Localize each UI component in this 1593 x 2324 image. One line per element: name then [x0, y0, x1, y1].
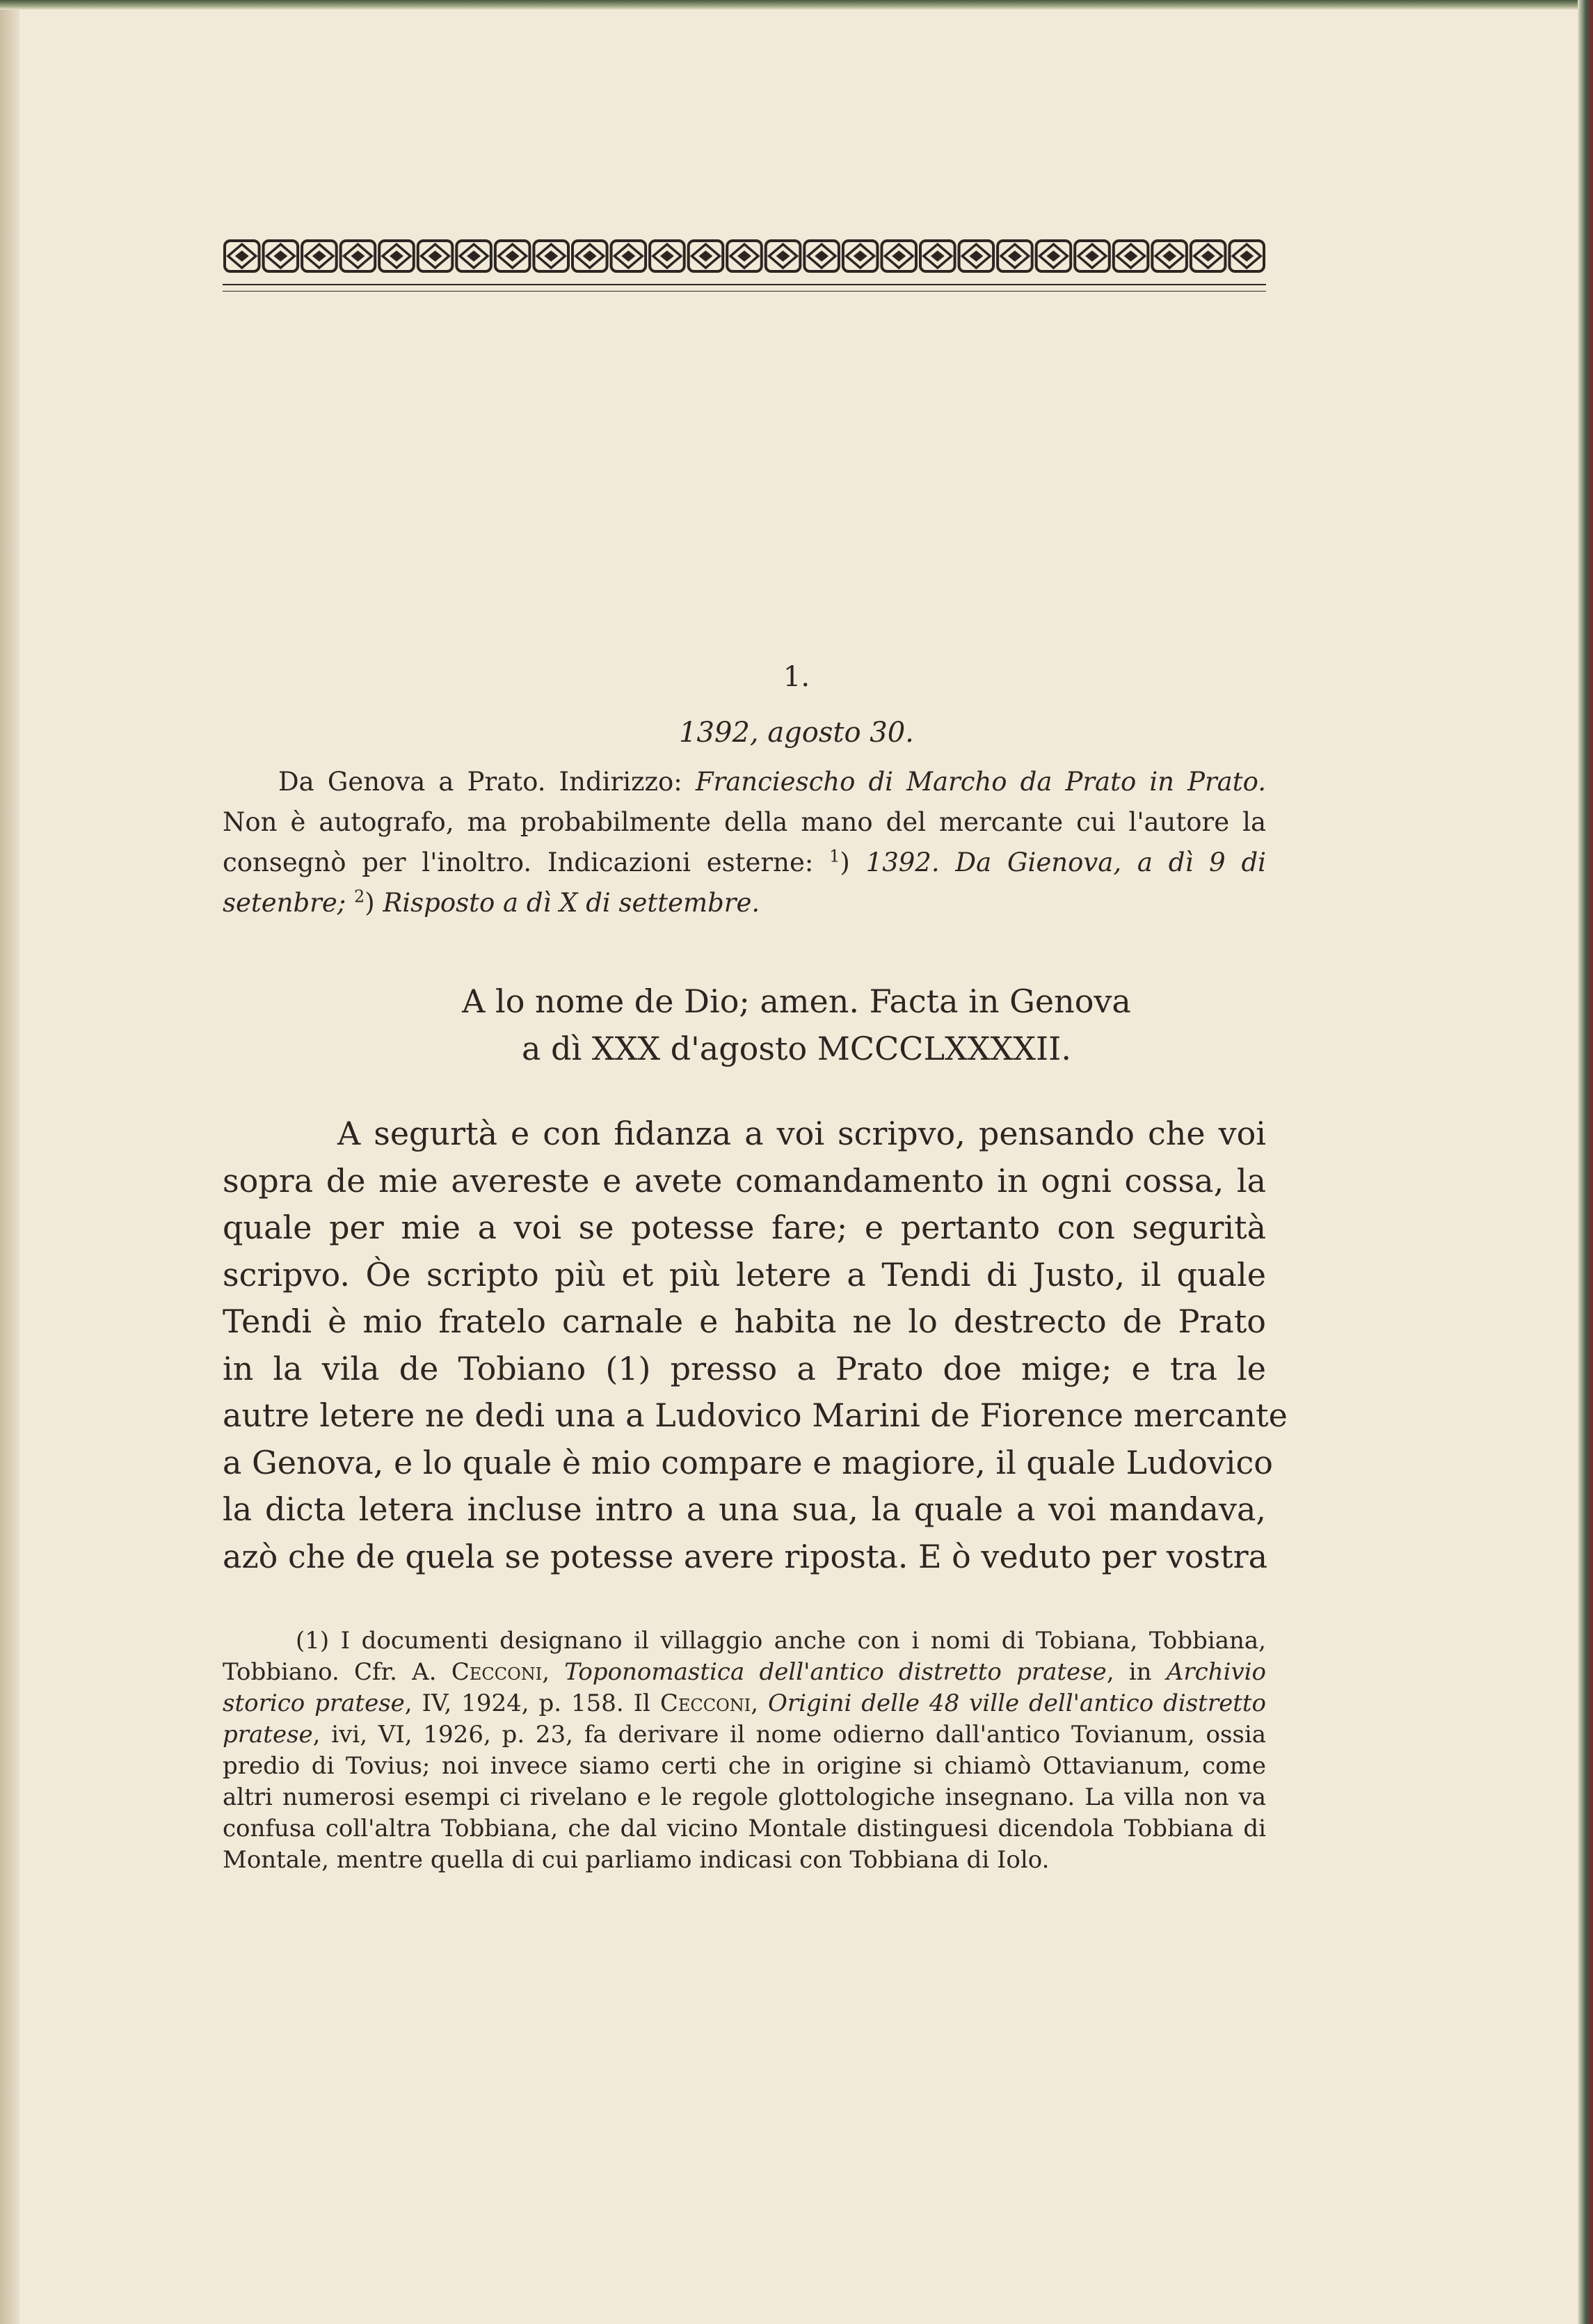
- body-line: la dicta letera incluse intro a una sua, la quale a voi mandava,: [223, 1490, 1266, 1528]
- ornament-tile: [998, 241, 1032, 271]
- body-line: autre letere ne dedi una a Ludovico Marini de Fiorence mercante: [223, 1396, 1288, 1434]
- footnote: [223, 1625, 1266, 1876]
- book-spine-edge: [0, 0, 19, 2324]
- ornament-tile: [456, 241, 491, 271]
- ornament-tile: [302, 241, 337, 271]
- ornament-tile: [1152, 241, 1187, 271]
- footnote-line: (1) I documenti designano il villaggio anche con i nomi di Tobiana, Tobbiana,: [296, 1627, 1266, 1655]
- ornament-tile: [611, 241, 646, 271]
- archival-description: [223, 762, 1266, 923]
- ornament-tile: [727, 241, 762, 271]
- header-rule-thick: [223, 284, 1266, 285]
- ornament-tile: [264, 241, 298, 271]
- ornament-tile: [573, 241, 607, 271]
- body-line: sopra de mie avereste e avete comandamento in ogni cossa, la: [223, 1161, 1266, 1200]
- document-number: 1.: [783, 661, 810, 693]
- ornament-tile: [1075, 241, 1110, 271]
- body-line: quale per mie a voi se potesse fare; e pertanto con segurità: [223, 1209, 1266, 1246]
- letter-heading: [0, 978, 1593, 1072]
- body-line: A segurtà e con fidanza a voi scripvo, pensando che voi: [337, 1115, 1266, 1152]
- ornament-tile: [225, 241, 259, 271]
- ornament-tile: [495, 241, 530, 271]
- footnote-line: storico pratese, IV, 1924, p. 158. Il Cecconi, Origini delle 48 ville dell'antico distretto: [223, 1689, 1266, 1717]
- ornament-tile: [379, 241, 414, 271]
- body-line: azò che de quela se potesse avere riposta. E ò veduto per vostra: [223, 1537, 1268, 1575]
- heading-line-2: a dì XXX d'agosto MCCCLXXXXII.: [522, 1030, 1071, 1067]
- ornament-tile: [843, 241, 878, 271]
- footnote-line: pratese, ivi, VI, 1926, p. 23, fa derivare il nome odierno dall'antico Tovianum, ossia: [223, 1721, 1266, 1749]
- ornament-tile: [920, 241, 955, 271]
- ornament-tile: [418, 241, 453, 271]
- footnote-line: Tobbiano. Cfr. A. Cecconi, Toponomastica dell'antico distretto pratese, in Archivio: [223, 1658, 1266, 1686]
- footnote-line: Montale, mentre quella di cui parliamo indicasi con Tobbiana di Iolo.: [223, 1846, 1050, 1874]
- body-line: scripvo. Òe scripto più et più letere a Tendi di Justo, il quale: [223, 1255, 1266, 1294]
- ornament-tile: [881, 241, 916, 271]
- ornament-tile: [341, 241, 376, 271]
- footnote-line: confusa coll'altra Tobbiana, che dal vicino Montale distinguesi dicendola Tobbiana di: [223, 1815, 1266, 1843]
- heading-line-1: A lo nome de Dio; amen. Facta in Genova: [462, 982, 1131, 1020]
- page-top-edge: [0, 0, 1593, 10]
- body-line: Tendi è mio fratelo carnale e habita ne lo destrecto de Prato: [223, 1303, 1266, 1340]
- ornament-tile: [689, 241, 723, 271]
- footnote-line: predio di Tovius; noi invece siamo certi che in origine si chiamò Ottavianum, come: [223, 1752, 1266, 1780]
- intro-line: Da Genova a Prato. Indirizzo: Franciescho di Marcho da Prato in Prato.: [278, 767, 1266, 797]
- ornament-tile: [1191, 241, 1226, 271]
- document-date: 1392, agosto 30.: [679, 717, 914, 749]
- ornament-tile: [534, 241, 568, 271]
- letter-body: [223, 1111, 1288, 1580]
- footnote-line: altri numerosi esempi ci rivelano e le regole glottologiche insegnano. La villa non va: [223, 1783, 1266, 1811]
- body-line: a Genova, e lo quale è mio compare e magiore, il quale Ludovico: [223, 1443, 1273, 1481]
- book-cover-edge: [1578, 0, 1593, 2324]
- header-rule-thin: [223, 291, 1266, 292]
- ornament-tile: [766, 241, 801, 271]
- body-line: in la vila de Tobiano (1) presso a Prato doe mige; e tra le: [223, 1349, 1266, 1387]
- ornament-tile: [1229, 241, 1264, 271]
- ornament-tile: [1036, 241, 1071, 271]
- ornament-tile: [804, 241, 839, 271]
- intro-line: consegnò per l'inoltro. Indicazioni esterne: $^1$) 1392. Da Gienova, a dì 9 di: [223, 846, 1267, 877]
- intro-line: Non è autografo, ma probabilmente della mano del mercante cui l'autore la: [223, 807, 1266, 837]
- ornament-tile: [1114, 241, 1148, 271]
- intro-line: setenbre; $^2$) Risposto a dì X di settembre.: [223, 886, 760, 918]
- ornamental-border: [223, 235, 1266, 277]
- ornament-tile: [650, 241, 685, 271]
- ornament-tile: [959, 241, 994, 271]
